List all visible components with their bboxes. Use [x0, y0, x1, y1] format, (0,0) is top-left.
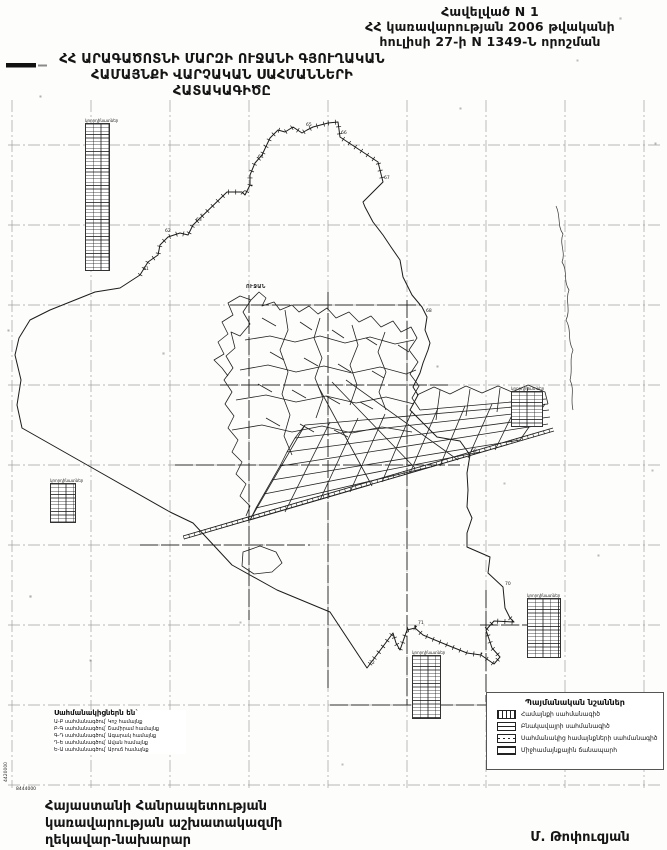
page-title [48, 52, 396, 100]
svg-text:62: 62 [165, 229, 171, 234]
boundary-tick-marks [140, 122, 514, 668]
legend-item [497, 734, 663, 743]
legend-item-label: Բնակավայրի սահմանագիծ [521, 723, 610, 730]
title-line: ՀԱՏԱԿԱԳԻԾԸ [172, 84, 272, 99]
title-line: ՀՀ ԱՐԱԳԱԾՈՏՆԻ ՄԱՐԶԻ ՈՒՋԱՆԻ ԳՅՈՒՂԱԿԱՆ [59, 52, 385, 67]
solid-line-symbol [497, 722, 516, 731]
southwest-blob [242, 546, 282, 574]
coord-table-header: կոորդինատներ [511, 386, 545, 391]
coord-table-body [527, 598, 561, 658]
dashed-line-symbol [497, 734, 516, 743]
scale-bar-tail [38, 65, 47, 67]
legend-item-label: Համայնքի սահմանագիծ [521, 711, 600, 718]
svg-text:67: 67 [384, 176, 390, 181]
svg-text:72: 72 [369, 661, 375, 666]
stream-line [556, 206, 573, 410]
parcel-strips [250, 404, 550, 520]
coord-table-body [50, 483, 76, 523]
svg-text:71: 71 [418, 621, 424, 626]
coord-table-header: կոորդինատներ [412, 650, 446, 655]
legend-item [497, 746, 663, 755]
coord-table-south [412, 650, 445, 719]
legend-item-label: Սահմանակից համայնքների սահմանագիծ [521, 735, 658, 742]
legend-item [497, 722, 663, 731]
svg-text:69: 69 [471, 449, 477, 454]
coord-table-body [511, 391, 543, 427]
double-line-symbol [497, 746, 516, 755]
coord-table-east [511, 386, 544, 427]
title-line: ՀԱՄԱՅՆՔԻ ՎԱՐՉԱԿԱՆ ՍԱՀՄԱՆՆԵՐԻ [90, 68, 354, 83]
svg-text:65: 65 [306, 123, 312, 128]
legend-item-label: Միջհամայնքային ճանապարհ [521, 747, 618, 754]
corner-coord-horizontal: 8444000 [16, 787, 37, 792]
footer-line: Հայաստանի Հանրապետության [45, 799, 268, 814]
footer-line: ղեկավար-նախարար [45, 833, 192, 848]
appendix-line: ՀՀ կառավարության 2006 թվականի [365, 19, 615, 34]
adjacents-item: Ա-Բ սահմանագծով՝ Կոշ համայնք [54, 719, 143, 725]
adjacents-item: Գ-Դ սահմանագծով՝ Ագարակ համայնք [54, 733, 157, 739]
legend-title: Պայմանական նշաններ [525, 698, 625, 707]
coord-table-header: կոորդինատներ [85, 118, 119, 123]
signature-name: Մ. Թոփուզյան [530, 830, 630, 845]
coord-table-west [50, 478, 83, 523]
parcel-transversals [250, 403, 545, 520]
scale-bar [6, 63, 36, 68]
coord-table-body [412, 655, 441, 719]
appendix-line: հուլիսի 27-ի N 1349-Ն որոշման [379, 34, 601, 49]
scan-noise [0, 0, 1, 1]
settlement-parcels [214, 292, 550, 574]
legend-box [486, 692, 664, 770]
appendix-reference [318, 4, 662, 49]
adjacents-title: Սահմանակիցներն են` [54, 709, 139, 717]
adjacents-item: Դ-Ե սահմանագծով՝ Ավան համայնք [54, 740, 149, 746]
svg-text:70: 70 [505, 582, 511, 587]
svg-text:63: 63 [196, 218, 202, 223]
adjacent-communities-note [54, 710, 186, 754]
svg-text:66: 66 [341, 131, 347, 136]
vertex-numbers [143, 122, 511, 666]
coord-table-header: կոորդինատներ [50, 478, 84, 483]
coord-table-header: կոորդինատներ [527, 593, 561, 598]
svg-text:68: 68 [426, 309, 432, 314]
footer-office-block [45, 798, 345, 849]
road-line [183, 428, 554, 539]
coord-table-northwest [85, 118, 118, 271]
svg-text:61: 61 [143, 267, 149, 272]
footer-line: կառավարության աշխատակազմի [45, 816, 283, 831]
boundary-ticks-symbol [497, 710, 516, 719]
corner-coord-vertical: 4420000 [4, 761, 9, 782]
adjacents-item: Ե-Ա սահմանագծով՝ Արուճ համայնք [54, 747, 149, 753]
settlement-outline [251, 292, 420, 410]
coord-table-southeast [527, 593, 561, 658]
coord-table-body [85, 123, 110, 271]
appendix-line: Հավելված N 1 [441, 4, 539, 19]
svg-text:64: 64 [258, 155, 264, 160]
settlement-label: ՈՒՋԱՆ [246, 284, 266, 290]
legend-item [497, 710, 663, 719]
adjacents-item: Բ-Գ սահմանագծով՝ Շամիրամ համայնք [54, 726, 160, 732]
